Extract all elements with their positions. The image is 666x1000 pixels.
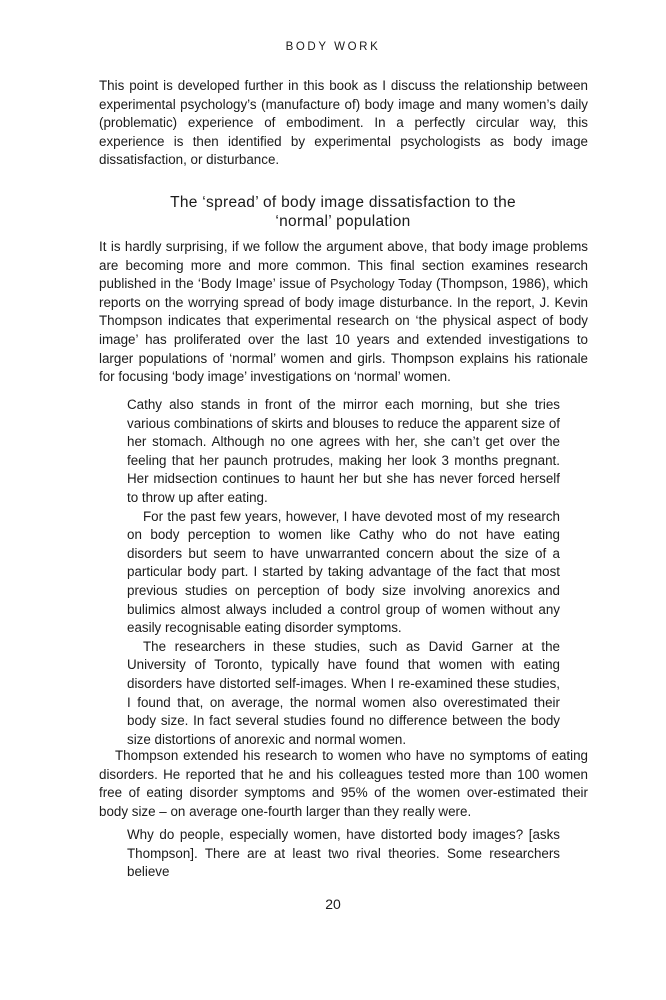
body-paragraph-1 — [99, 238, 588, 387]
section-heading-line-2: ‘normal’ population — [275, 213, 411, 230]
magazine-title: Psychology Today — [330, 277, 432, 292]
section-heading-line-1: The ‘spread’ of body image dissatisfaction to the — [170, 194, 516, 211]
body-paragraph-2: Thompson extended his research to women who have no symptoms of eating disorders. He reported that he and his colleagues tested more than 100 women free of eating disorder symptoms and 95% of the women over-estimated their body size – on average one-fourth larger than they really were. — [99, 748, 588, 819]
block-quote-2 — [127, 826, 560, 882]
body-paragraph-2-block — [99, 747, 588, 821]
running-head: BODY WORK — [285, 41, 381, 53]
body-paragraph-1-part-1: It is hardly surprising, if we follow the argument above, that body image problems are becoming more and more common. This final section examines research published in the ‘Body Image’ issue of — [99, 239, 588, 292]
intro-paragraph-block — [99, 77, 588, 170]
block-quote-1 — [127, 396, 560, 749]
section-heading — [130, 193, 556, 231]
quote-1-paragraph-1: Cathy also stands in front of the mirror each morning, but she tries various combinations of skirts and blouses to reduce the apparent size of her stomach. Although no one agrees with her, she can’t get over the feeling that her paunch protrudes, making her look 3 months pregnant. Her midsection continues to haunt her but she has never forced herself to throw up after eating. — [127, 397, 560, 505]
page-number: 20 — [325, 896, 341, 912]
quote-2-paragraph: Why do people, especially women, have distorted body images? [asks Thompson]. There are at least two rival theories. Some researchers believe — [127, 827, 560, 880]
quote-1-paragraph-3: The researchers in these studies, such as David Garner at the University of Toronto, typically have found that women with eating disorders have distorted self-images. When I re-examined these studies, I found that, on average, the normal women also overestimated their body size. In fact several studies found no difference between the body size distortions of anorexic and normal women. — [127, 638, 560, 747]
quote-1-paragraph-2: For the past few years, however, I have devoted most of my research on body perception to women like Cathy who do not have eating disorders but seem to have unwarranted concern about the size of a particular body part. I started by taking advantage of the fact that most previous studies on perception of body size involving anorexics and bulimics almost always included a control group of women without any easily recognisable eating disorder symptoms. — [127, 508, 560, 636]
body-paragraph-1-part-2: (Thompson, 1986), which reports on the worrying spread of body image disturbance. In the report, J. Kevin Thompson indicates that experimental research on ‘the physical aspect of body image’ has proliferated over the last 10 years and extended investigations to larger populations of ‘normal’ women and girls. Thompson explains his rationale for focusing ‘body image’ investigations on ‘normal’ women. — [99, 276, 589, 385]
intro-paragraph: This point is developed further in this book as I discuss the relationship between experimental psychology’s (manufacture of) body image and many women’s daily (problematic) experience of embodiment. In a perfectly circular way, this experience is then identified by experimental psychologists as body image dissatisfaction, or disturbance. — [99, 78, 588, 168]
body-paragraph-1-block — [99, 238, 588, 387]
